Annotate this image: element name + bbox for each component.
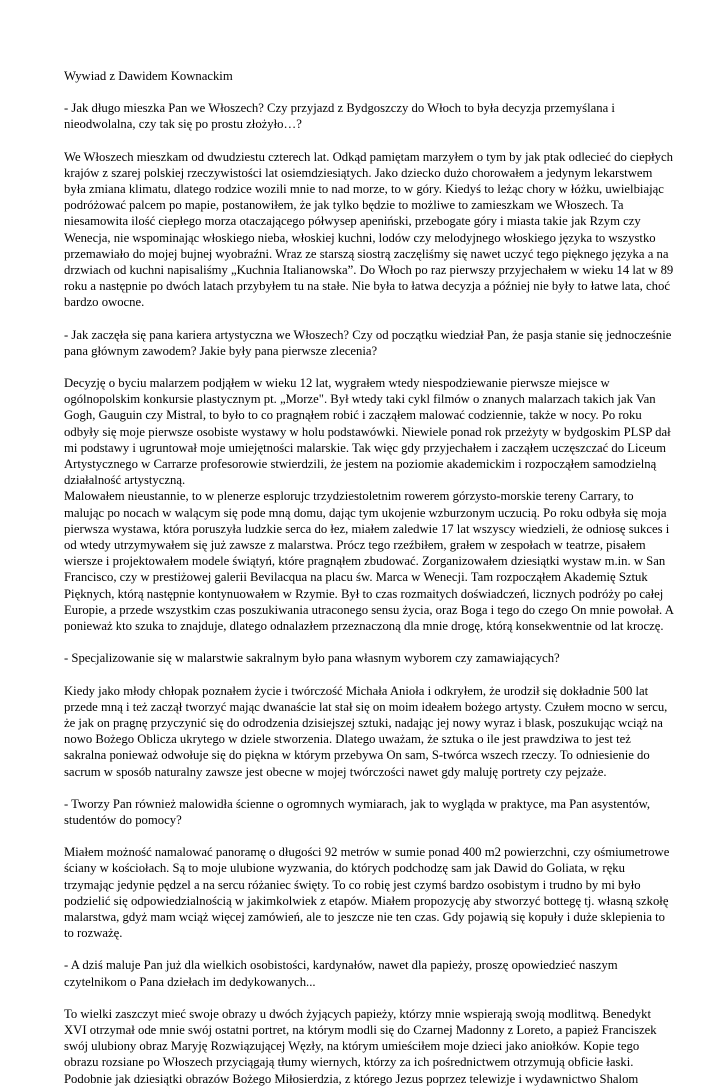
text-line: - Jak długo mieszka Pan we Włoszech? Czy przyjazd z Bydgoszczy do Włoch to była decyzja przemyślana i [64,101,615,116]
paragraph-question-or-answer [64,1006,684,1087]
paragraph-question-or-answer [64,149,684,311]
text-line: przemawiało do mojej bujnej wyobraźni. Wraz ze starszą siostrą zaczęliśmy się nawet uczyć tego pięknego języka a na [64,246,669,261]
document-body [64,100,684,1087]
text-line: pierwsza wystawa, która poruszyła ludzkie serca do łez, miałem zaledwie 17 lat wszyscy wiedzieli, że odniosę sukces i [64,521,670,536]
text-line: Pięknych, którą następnie kontynuowałem w Rzymie. Był to czas rozmaitych doświadczeń, licznych podróży po całej [64,586,664,601]
text-line: malując po nocach w walącym się pode mną domu, dając tym ukojenie wzburzonym uczucią. Po roku odbyła się moja [64,505,667,520]
text-line: - Jak zaczęła się pana kariera artystyczna we Włoszech? Czy od początku wiedział Pan, że pasja stanie się jednocześnie [64,327,672,342]
text-line: XVI otrzymał ode mnie swój ostatni portret, na którym modli się do Czarnej Madonny z Loreto, a papież Franciszek [64,1022,657,1037]
text-line: że jak on pragnę przyczynić się do odrodzenia dzisiejszej sztuki, nadając jej nowy wyraz i blask, poszukując wciąż na [64,715,663,730]
paragraph-question-or-answer [64,650,684,666]
text-line: ogólnopolskim konkursie plastycznym pt. „Morze". Był wtedy taki cykl filmów o znanych malarzach takich jak Van [64,392,656,407]
text-line: Kiedy jako młody chłopak poznałem życie i twórczość Michała Anioła i odkryłem, że urodził się dokładnie 500 lat [64,683,649,698]
text-line: Francisco, czy w prestiżowej galerii Bevilacqua na placu św. Marca w Wenecji. Tam rozpocząłem Akademię Sztuk [64,570,648,585]
text-line: Miałem możność namalować panoramę o długości 92 metrów w sumie ponad 400 m2 powierzchni, czy ośmiumetrowe [64,845,670,860]
text-line: Gogh, Gauguin czy Mistral, to było to co pragnąłem robić i zacząłem malować codziennie, także w nocy. Po roku [64,408,642,423]
text-line: nowo Bożego Oblicza ukrytego w dziele stworzenia. Dlatego uważam, że sztuka o ile jest prawdziwa to jest też [64,732,631,747]
text-line: malarstwa, gdyż mam wciąż więcej zamówień, ale to jeszcze nie ten czas. Gdy pojawią się kopuły i duże sklepienia to [64,909,666,924]
text-line: trzymając jedynie pędzel a na sercu różaniec święty. To co robię jest czymś bardzo osobistym i trudno by mi było [64,877,641,892]
paragraph-question-or-answer [64,375,684,488]
text-line: niesamowita ilość ciepłego morza otaczającego półwysep apeniński, przebogate góry i miasta takie jak Rzym czy [64,214,641,229]
text-line: podzielić się odpowiedzialnością w jakimkolwiek z etapów. Miałem propozycję aby stworzyć bottegę tj. własną szkołę [64,893,669,908]
text-line: to rozważę. [64,926,123,941]
text-line: - Specjalizowanie się w malarstwie sakralnym było pana własnym wyborem czy zamawiających? [64,651,560,666]
text-line: była zmiana klimatu, dlatego rodzice wozili mnie to nad morze, to w góry. Kiedyś to leżąc chory w łóżku, uwielbiając [64,182,664,197]
text-line: obrazu rozsiane po Włoszech przyciągają tłumy wiernych, którzy za ich pośrednictwem otrzymują obficie łaski. [64,1055,634,1070]
paragraph-question-or-answer [64,683,684,780]
text-line: swój ulubiony obraz Maryję Rozwiązującej Węzły, na którym umieściłem moje dzieci jako aniołków. Kopie tego [64,1039,640,1054]
paragraph-question-or-answer [64,957,684,989]
text-line: drzwiach od kuchni napisaliśmy „Kuchnia Italianowska”. Do Włoch po raz pierwszy przyjechałem w wieku 14 lat w 89 [64,263,674,278]
text-line: Podobnie jak dziesiątki obrazów Bożego Miłosierdzia, z którego Jezus poprzez telewizje i wydawnictwo Shalom [64,1071,639,1086]
text-line: podróżować palcem po mapie, postanowiłem, że jak tylko będzie to możliwe to zamieszkam we Włoszech. Ta [64,198,624,213]
paragraph-question-or-answer [64,327,684,359]
text-line: przede mną i też zaczął tworzyć mając dwanaście lat stał się on moim ideałem bożego artysty. Czułem mocno w sercu, [64,699,668,714]
text-line: działalność artystyczną. [64,473,186,488]
text-line: - Tworzy Pan również malowidła ścienne o ogromnych wymiarach, jak to wygląda w praktyce, ma Pan asystentów, [64,796,651,811]
paragraph-question-or-answer [64,844,684,941]
text-line: wiersze i projektowałem modele świątyń, które pragnąłem zbudować. Zorganizowałem dziesiątki wystaw m.in. w San [64,554,666,569]
text-line: Europie, a przede wszystkim czas poszukiwania utraconego sensu życia, oraz Boga i tego do czego On mnie powołał. A [64,602,674,617]
text-line: czytelnikom o Pana dziełach im dedykowanych... [64,974,316,989]
text-line: ponieważ kto szuka to znajduje, dlatego odnalazłem przeznaczoną dla mnie drogę, którą konsekwentnie od lat kroczę. [64,619,664,634]
text-line: ściany w kościołach. Są to moje ulubione wyzwania, do których podchodzę sam jak Dawid do Goliata, w ręku [64,861,625,876]
paragraph-question-or-answer [64,100,684,132]
text-line: sacrum w sposób naturalny zawsze jest obecne w mojej twórczości nawet gdy maluję portrety czy pejzaże. [64,764,607,779]
document-title: Wywiad z Dawidem Kownackim [64,69,233,83]
text-line: od wtedy utrzymywałem się już zawsze z malarstwa. Prócz tego rzeźbiłem, grałem w zespołach w teatrze, pisałem [64,538,646,553]
paragraph-question-or-answer [64,488,684,634]
paragraph-question-or-answer [64,796,684,828]
text-line: odbyły się moje pierwsze osobiste wystawy w holu podstawówki. Niewiele ponad rok przeżyty w bydgoskim PLSP dał [64,424,671,439]
text-line: roku a następnie po dwóch latach przybyłem tu na stałe. Nie była to łatwa decyzja a później nie były to łatwe lata, choć [64,279,670,294]
text-line: Wenecja, nie wspominając włoskiego nieba, włoskiej kuchni, lodów czy melodyjnego włoskiego języka to wszystko [64,230,656,245]
text-line: mi podstawy i ugruntował moje umiejętności malarskie. Tak więc gdy przyjechałem i zacząłem uczęszczać do Liceum [64,440,667,455]
text-line: bardzo owocne. [64,295,145,310]
text-line: nieodwolalna, czy tak się po prostu złożyło…? [64,117,302,132]
text-line: krajów z szarej polskiej rzeczywistości lat osiemdziesiątych. Jako dziecko dużo chorowałem a jedynym lekarstwem [64,165,653,180]
text-line: studentów do pomocy? [64,812,182,827]
text-line: To wielki zaszczyt mieć swoje obrazy u dwóch żyjących papieży, którzy mnie wspierają swoją modlitwą. Benedykt [64,1006,651,1021]
text-line: sakralna ponieważ odwołuje się do piękna w którym przebywa On sam, S-twórca wszech rzeczy. To odniesienie do [64,748,650,763]
text-line: We Włoszech mieszkam od dwudziestu czterech lat. Odkąd pamiętam marzyłem o tym by jak ptak odlecieć do ciepłych [64,149,673,164]
text-line: pana głównym zawodem? Jakie były pana pierwsze zlecenia? [64,343,378,358]
text-line: - A dziś maluje Pan już dla wielkich osobistości, kardynałów, nawet dla papieży, proszę opowiedzieć naszym [64,958,618,973]
text-line: Artystycznego w Carrarze profesorowie stwierdzili, że jestem na poziomie akademickim i rozpocząłem samodzielną [64,457,657,472]
text-line: Decyzję o byciu malarzem podjąłem w wieku 12 lat, wygrałem wtedy niespodziewanie pierwsze miejsce w [64,376,610,391]
text-line: Malowałem nieustannie, to w plenerze esplorujc trzydziestoletnim rowerem górzysto-morskie tereny Carrary, to [64,489,634,504]
